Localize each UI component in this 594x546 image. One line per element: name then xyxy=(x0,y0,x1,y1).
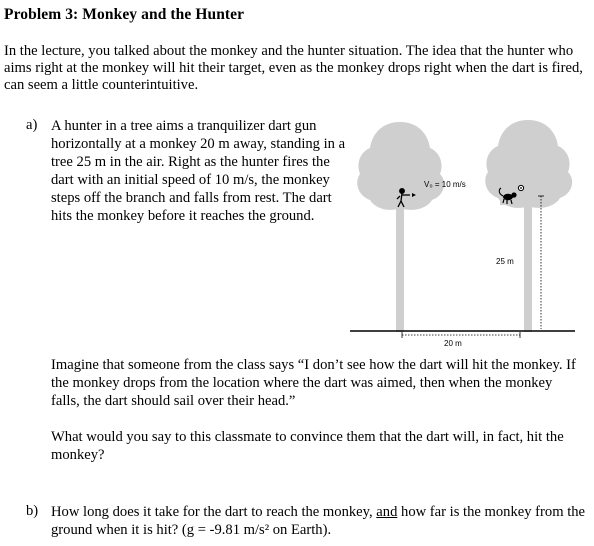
velocity-label: V₀ = 10 m/s xyxy=(424,180,466,189)
left-tree xyxy=(357,122,444,332)
part-b-text xyxy=(51,503,591,539)
distance-label: 20 m xyxy=(444,339,462,348)
part-a-label: a) xyxy=(26,117,38,133)
convince-question: What would you say to this classmate to convince them that the dart will, in fact, hit the monkey? xyxy=(51,429,564,463)
part-b-underlined: and xyxy=(376,504,398,520)
problem-title: Problem 3: Monkey and the Hunter xyxy=(4,6,245,23)
part-b-text-after: how far is the monkey from the ground when it is hit? (g = -9.81 m/s² on Earth). xyxy=(51,504,586,538)
right-tree xyxy=(485,120,572,332)
intro-paragraph: In the lecture, you talked about the monkey and the hunter situation. The idea that the hunter who aims right at the monkey will hit their target, even as the monkey drops right when the dart is fired, can seem a little counterintuitive. xyxy=(4,43,583,93)
part-b-text-before: How long does it take for the dart to reach the monkey, xyxy=(51,504,377,520)
monkey-hunter-diagram xyxy=(340,112,580,352)
part-b-label: b) xyxy=(26,503,39,519)
height-label: 25 m xyxy=(496,257,514,266)
left-branch xyxy=(404,200,426,205)
imagine-paragraph: Imagine that someone from the class says “I don’t see how the dart will hit the monkey. If the monkey drops from the location where the dart was aimed, then when the monkey falls, the dart should sail over their head.” xyxy=(51,357,576,409)
part-a-text: A hunter in a tree aims a tranquilizer dart gun horizontally at a monkey 20 m away, standing in a tree 25 m in the air. Right as the hunter fires the dart with an initial speed of 10 m/s, the monkey steps off the branch and falls from rest. The dart hits the monkey before it reaches the ground. xyxy=(51,118,346,224)
